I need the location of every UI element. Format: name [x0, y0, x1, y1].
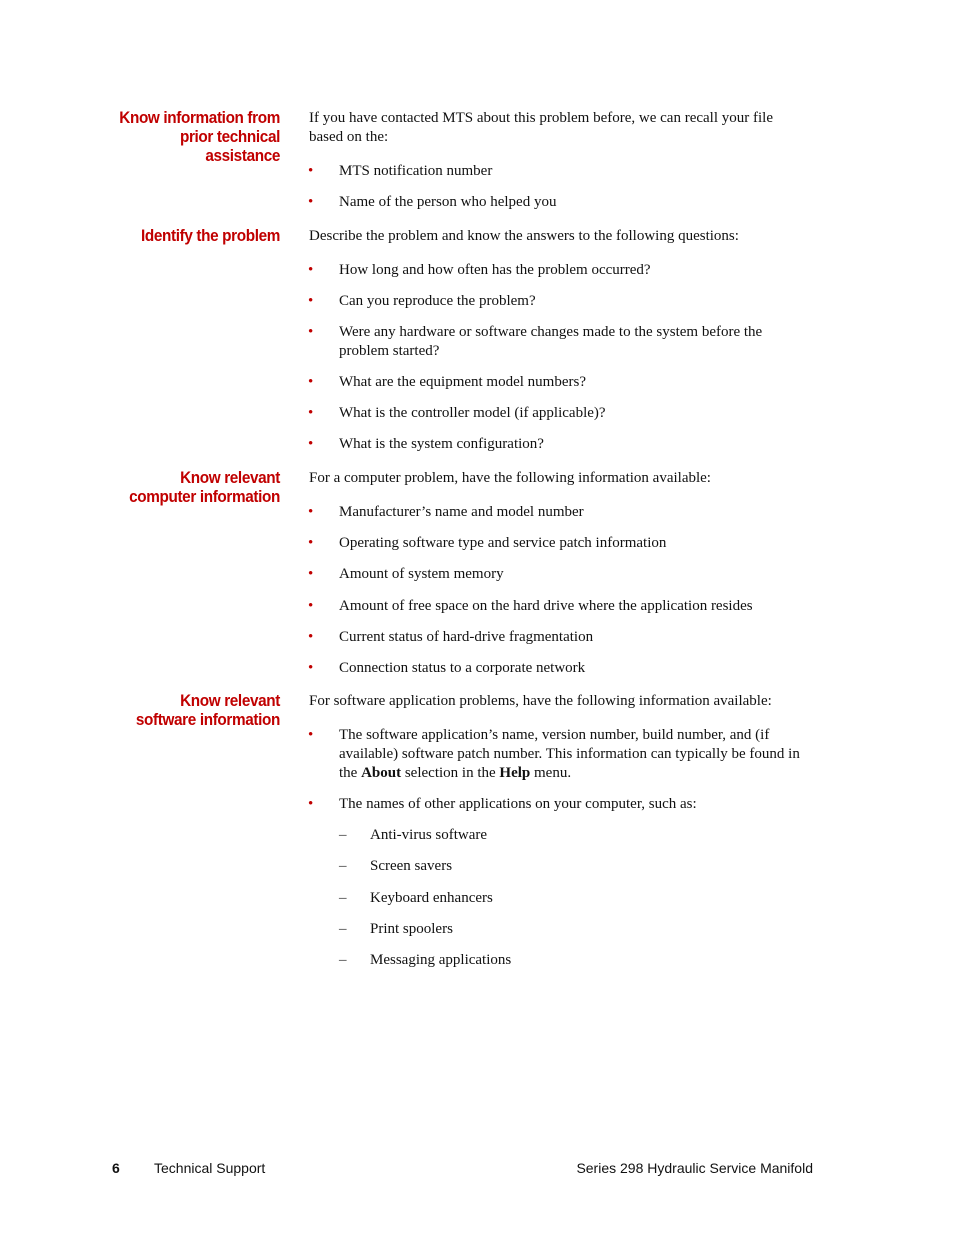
heading-line: Know relevant	[180, 691, 280, 710]
list-item: What are the equipment model numbers?	[339, 374, 586, 390]
section-intro: Describe the problem and know the answers to the following questions:	[309, 228, 739, 244]
bullet: •	[308, 566, 314, 582]
heading-line: computer information	[129, 487, 280, 506]
list-item: Amount of free space on the hard drive where the application resides	[339, 598, 753, 614]
list-item: Connection status to a corporate network	[339, 660, 586, 676]
dash: –	[339, 921, 347, 937]
list-item: What is the controller model (if applicable)?	[339, 405, 606, 421]
bullet: •	[308, 374, 314, 390]
section-intro: If you have contacted MTS about this problem before, we can recall your file based on the:	[309, 110, 773, 145]
sub-list-item: Screen savers	[370, 858, 453, 874]
dash: –	[339, 858, 347, 874]
about-menu-reference: About	[361, 765, 402, 781]
heading-line: Identify the problem	[140, 226, 280, 245]
item-text: selection in the	[401, 765, 500, 781]
list-item: Amount of system memory	[339, 566, 504, 582]
bullet: •	[308, 436, 314, 452]
section-intro: For software application problems, have the following information available:	[309, 693, 772, 709]
footer-manual-title: Series 298 Hydraulic Service Manifold	[576, 1160, 813, 1176]
dash: –	[339, 952, 347, 968]
list-item: MTS notification number	[339, 163, 493, 179]
heading-line: software information	[135, 710, 280, 729]
help-menu-reference: Help	[499, 765, 531, 781]
sub-list-item: Print spoolers	[370, 921, 453, 937]
heading-line: Know relevant	[180, 468, 280, 487]
bullet: •	[308, 163, 314, 179]
bullet: •	[308, 293, 314, 309]
list-item: What is the system configuration?	[339, 436, 544, 452]
list-item: Manufacturer’s name and model number	[339, 504, 584, 520]
bullet: •	[308, 629, 314, 645]
dash: –	[339, 827, 347, 843]
item-text: menu.	[530, 765, 572, 781]
list-item: Name of the person who helped you	[339, 194, 557, 210]
bullet: •	[308, 660, 314, 676]
section-heading-software-info	[100, 691, 280, 729]
footer-section-title: Technical Support	[154, 1160, 266, 1176]
list-item: Current status of hard-drive fragmentation	[339, 629, 594, 645]
list-item: The names of other applications on your computer, such as:	[339, 796, 697, 812]
bullet: •	[308, 535, 314, 551]
section-heading-prior-assistance	[100, 108, 280, 165]
heading-line: Know information from	[119, 108, 280, 127]
list-item: Were any hardware or software changes made to the system before the problem started?	[339, 324, 763, 359]
dash: –	[339, 890, 347, 906]
heading-line: assistance	[205, 146, 280, 165]
bullet: •	[308, 504, 314, 520]
item-text: The software application’s name, version number, build number, and (if available) software patch number. This information can typically be found in the	[339, 727, 800, 781]
bullet: •	[308, 262, 314, 278]
sub-list-item: Messaging applications	[370, 952, 512, 968]
page-number: 6	[112, 1160, 120, 1176]
section-heading-identify-problem	[100, 226, 280, 245]
list-item: Operating software type and service patch information	[339, 535, 667, 551]
sub-list-item: Anti-virus software	[370, 827, 488, 843]
section-heading-computer-info	[100, 468, 280, 506]
bullet: •	[308, 324, 314, 340]
bullet: •	[308, 727, 314, 743]
sub-list-item: Keyboard enhancers	[370, 890, 493, 906]
bullet: •	[308, 405, 314, 421]
heading-line: prior technical	[179, 127, 280, 146]
bullet: •	[308, 796, 314, 812]
section-intro: For a computer problem, have the following information available:	[309, 470, 711, 486]
list-item: Can you reproduce the problem?	[339, 293, 536, 309]
bullet: •	[308, 598, 314, 614]
list-item: How long and how often has the problem occurred?	[339, 262, 651, 278]
list-item	[339, 726, 809, 783]
bullet: •	[308, 194, 314, 210]
